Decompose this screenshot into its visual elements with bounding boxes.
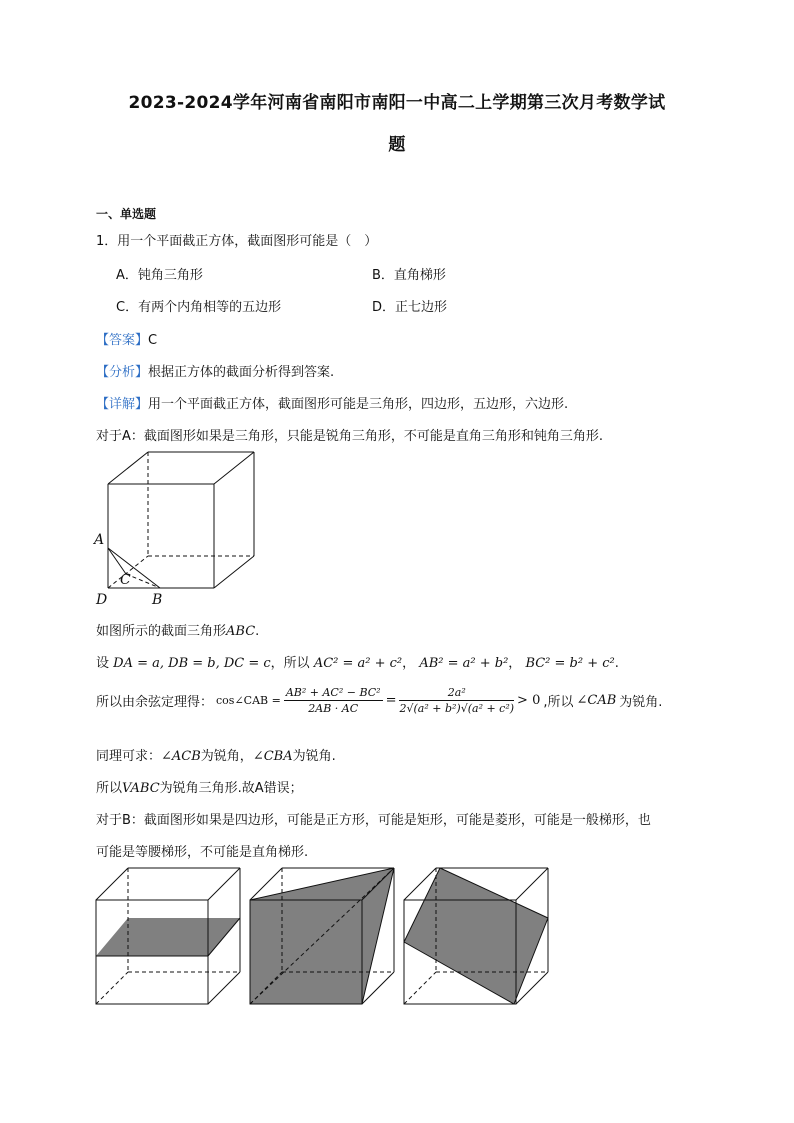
setup-pre: 设: [96, 656, 110, 671]
setup-eq3: BC² = b² + c²: [525, 656, 615, 671]
detail-text: 用一个平面截正方体，截面图形可能是三角形，四边形，五边形，六边形.: [148, 397, 569, 412]
cube-figure-diagonal-section: [246, 864, 398, 1006]
section-heading: 一、单选题: [96, 207, 157, 221]
option-c: C．有两个内角相等的五边形: [116, 300, 282, 315]
conclusion-tri: VABC: [122, 781, 160, 796]
cosine-eq: =: [385, 693, 397, 708]
similar-line: [96, 745, 336, 764]
for-b-line2: 可能是等腰梯形，不可能是直角梯形.: [96, 845, 309, 860]
cosine-frac1-den: 2AB · AC: [308, 702, 359, 715]
similar-mid2: 为锐角.: [292, 749, 336, 764]
cube-figure-rhombus-section: [400, 864, 552, 1006]
analysis-text: 根据正方体的截面分析得到答案.: [148, 365, 335, 380]
for-b-line1: 对于B：截面图形如果是四边形，可能是正方形，可能是矩形，可能是菱形，可能是一般梯形，也: [96, 813, 651, 828]
setup-eq1: AC² = a² + c²: [313, 656, 403, 671]
setup-eq2: AB² = a² + b²: [419, 656, 509, 671]
answer-line: [96, 329, 157, 348]
cosine-fraction-1: [284, 686, 383, 715]
cube-figure-triangle: [92, 448, 272, 610]
cosine-line: [96, 686, 662, 715]
analysis-line: [96, 361, 334, 380]
setup-end: .: [614, 656, 619, 671]
similar-angle-cba: ∠CBA: [252, 749, 293, 764]
page-title-line2: 题: [388, 135, 406, 155]
conclusion-pre: 所以: [96, 781, 123, 796]
similar-mid1: 为锐角，: [200, 749, 253, 764]
detail-tag: 【详解】: [96, 397, 149, 412]
question-stem: 1．用一个平面截正方体，截面图形可能是（ ）: [96, 234, 378, 249]
cosine-fraction-2: [399, 686, 514, 715]
analysis-tag: 【分析】: [96, 365, 149, 380]
option-d: D．正七边形: [372, 300, 448, 315]
setup-vars: DA = a, DB = b, DC = c: [113, 656, 271, 671]
cosine-frac2-den: 2√(a² + b²)√(a² + c²): [399, 702, 515, 715]
caption-tri: ABC: [226, 624, 256, 639]
answer-text: C: [148, 333, 158, 348]
cube-figure-horizontal-section: [92, 864, 244, 1006]
caption-post: .: [255, 624, 260, 639]
conclusion-post: 为锐角三角形.故A错误；: [159, 781, 303, 796]
cosine-gt: > 0: [517, 693, 541, 708]
option-b: B．直角梯形: [372, 268, 446, 283]
vertex-label-a: A: [94, 532, 105, 548]
cosine-lhs: cos∠CAB =: [216, 694, 281, 707]
setup-sep1: ，: [402, 656, 416, 671]
for-a-text: 对于A：截面图形如果是三角形，只能是锐角三角形，不可能是直角三角形和钝角三角形.: [96, 429, 604, 444]
similar-angle-acb: ∠ACB: [161, 749, 201, 764]
cosine-angle: ∠CAB: [576, 693, 617, 708]
setup-mid: ，所以: [270, 656, 310, 671]
cosine-frac1-num: AB² + AC² − BC²: [285, 686, 381, 699]
setup-sep2: ，: [508, 656, 522, 671]
vertex-label-b: B: [152, 592, 163, 608]
answer-tag: 【答案】: [96, 333, 149, 348]
detail-line: [96, 393, 568, 412]
vertex-label-c: C: [120, 572, 131, 588]
conclusion-line: [96, 777, 303, 796]
cosine-frac2-num: 2a²: [399, 686, 514, 701]
cosine-pre: 所以由余弦定理得：: [96, 695, 214, 710]
page-title-line1: 2023-2024学年河南省南阳市南阳一中高二上学期第三次月考数学试: [128, 93, 666, 113]
caption-line: [96, 620, 259, 639]
cosine-post2: 为锐角.: [619, 695, 663, 710]
option-a: A．钝角三角形: [116, 268, 203, 283]
caption-pre: 如图所示的截面三角形: [96, 624, 227, 639]
vertex-label-d: D: [96, 592, 108, 608]
similar-pre: 同理可求：: [96, 749, 162, 764]
cosine-post: ,所以: [543, 695, 574, 710]
setup-line: [96, 652, 619, 671]
